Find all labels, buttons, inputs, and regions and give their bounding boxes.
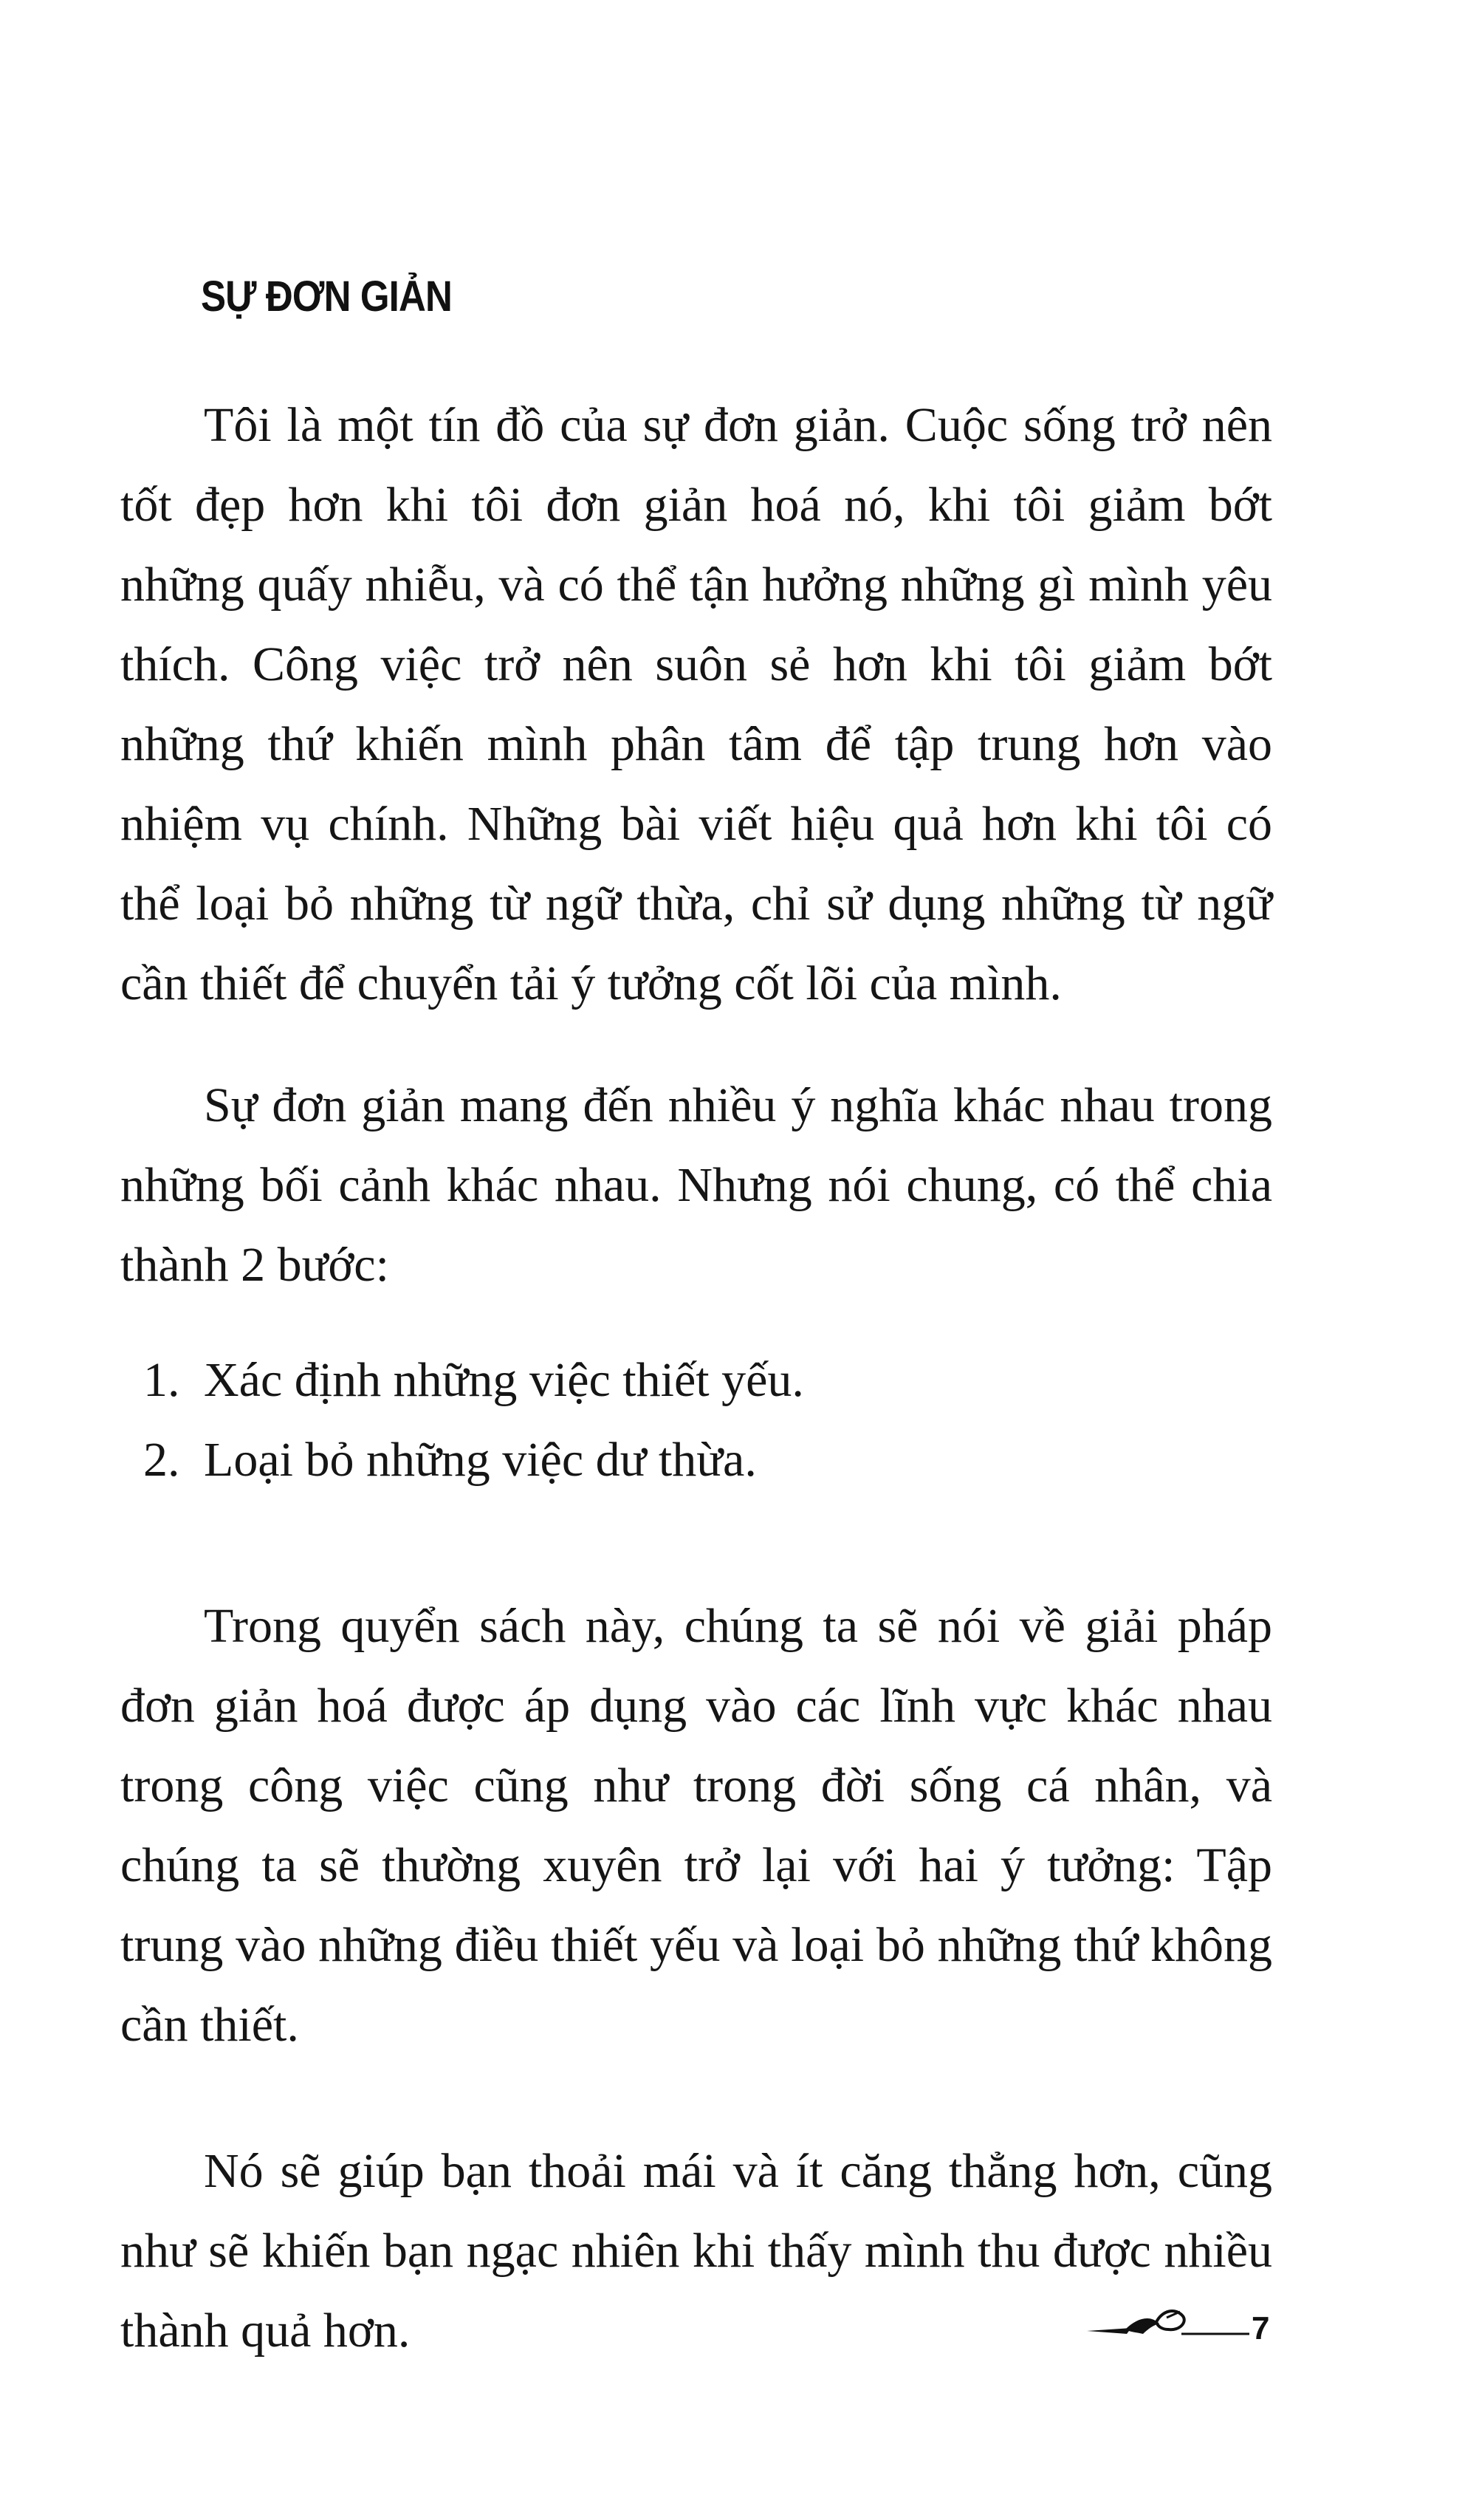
bird-ornament-icon [1080, 2295, 1279, 2347]
list-item-text: Loại bỏ những việc dư thừa. [204, 1433, 757, 1487]
list-item-text: Xác định những việc thiết yếu. [204, 1353, 804, 1407]
paragraph-book-scope: Trong quyển sách này, chúng ta sẽ nói về giải pháp đơn giản hoá được áp dụng vào các lĩnh vực khác nhau trong công việc cũng như trong đời sống cá nhân, và chúng ta sẽ thường xuyên trở lại với hai ý tưởng: Tập trung vào những điều thiết yếu và loại bỏ những thứ không cần thiết. [120, 1599, 1272, 2052]
page-number: 7 [1252, 2310, 1270, 2346]
steps-list [143, 1341, 804, 1500]
paragraph-intro: Tôi là một tín đồ của sự đơn giản. Cuộc sống trở nên tốt đẹp hơn khi tôi đơn giản hoá nó, khi tôi giảm bớt những quấy nhiễu, và có thể tận hưởng những gì mình yêu thích. Công việc trở nên suôn sẻ hơn khi tôi giảm bớt những thứ khiến mình phân tâm để tập trung hơn vào nhiệm vụ chính. Những bài viết hiệu quả hơn khi tôi có thể loại bỏ những từ ngữ thừa, chỉ sử dụng những từ ngữ cần thiết để chuyển tải ý tưởng cốt lõi của mình. [120, 398, 1272, 1010]
paragraph-benefit: Nó sẽ giúp bạn thoải mái và ít căng thẳng hơn, cũng như sẽ khiến bạn ngạc nhiên khi thấy mình thu được nhiều thành quả hơn. [120, 2144, 1272, 2358]
list-item [143, 1341, 804, 1420]
list-item-number: 1. [143, 1353, 180, 1407]
ornament-tail [1087, 2328, 1131, 2334]
list-item-number: 2. [143, 1433, 180, 1487]
paragraph-meaning: Sự đơn giản mang đến nhiều ý nghĩa khác nhau trong những bối cảnh khác nhau. Nhưng nói chung, có thể chia thành 2 bước: [120, 1078, 1272, 1292]
list-item [143, 1420, 804, 1500]
ornament-wing [1125, 2318, 1159, 2334]
ornament-head [1156, 2311, 1184, 2329]
chapter-heading: SỰ ĐƠN GIẢN [201, 273, 452, 321]
